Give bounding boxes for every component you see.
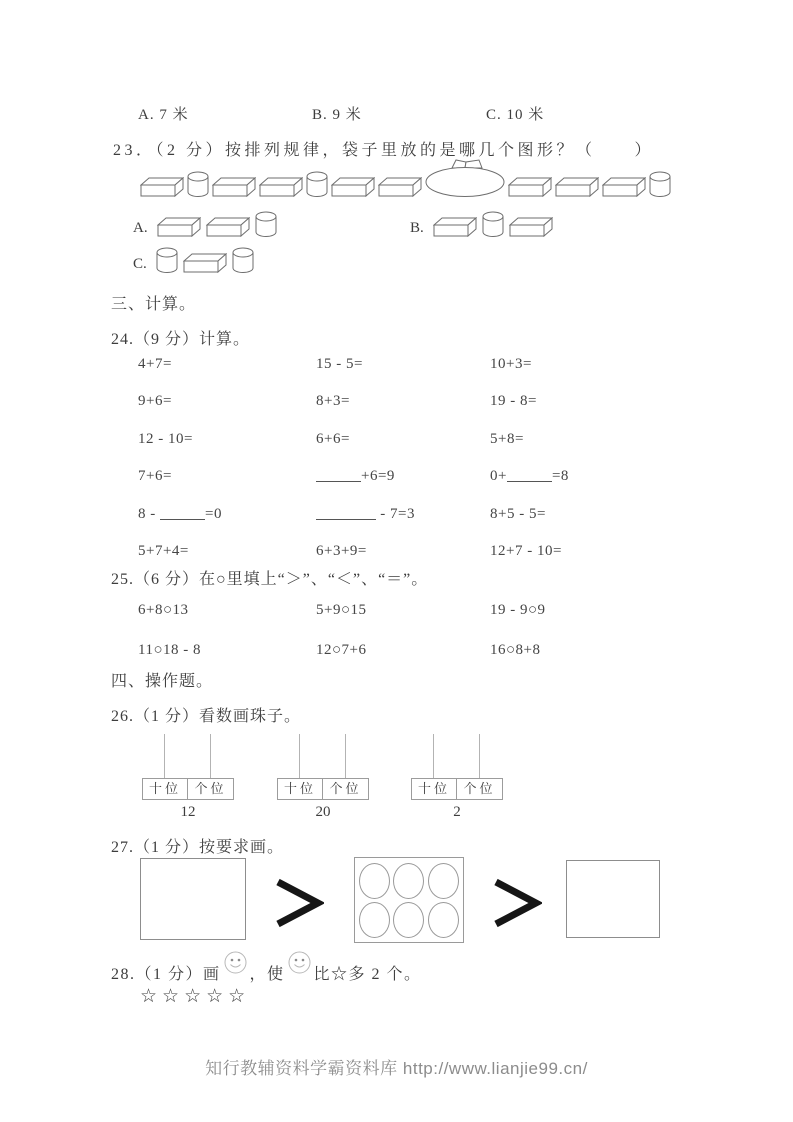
expression: 5+7+4= [138,543,189,559]
place-value-table [142,778,234,800]
question-23-title: 23．（2 分）按排列规律，袋子里放的是哪几个图形？（ ） [113,142,655,159]
cuboid-shape [602,177,646,197]
bag-shape [425,159,505,197]
circle-outline [393,902,424,938]
cuboid-shape [555,177,599,197]
expression: - 7=3 [316,506,415,523]
option-b-shapes [433,211,553,237]
place-value-diagram [411,734,503,820]
q25-expression-grid [138,602,698,672]
answer-option-c: C. 10 米 [486,107,545,123]
circle-outline [428,863,459,899]
place-value-diagram [142,734,234,820]
expression: 11○18 - 8 [138,642,201,658]
expression: 8 - =0 [138,506,222,522]
cylinder-shape [187,171,209,197]
answer-blank[interactable] [316,468,361,482]
shape-sequence [140,159,671,197]
question-25-header: 25.（6 分）在○里填上“＞”、“＜”、“＝”。 [111,571,429,588]
abacus-rod [210,734,211,778]
expression: 10+3= [490,356,532,372]
expression: 8+3= [316,393,350,409]
option-row-c [133,247,254,273]
cylinder-shape [232,247,254,273]
expression: 16○8+8 [490,642,541,658]
place-value-table [411,778,503,800]
abacus-rod [433,734,434,778]
cuboid-shape [206,217,250,237]
expression: 0+ =8 [490,468,569,484]
question-27-header: 27.（1 分）按要求画。 [111,839,285,856]
expression: 12+7 - 10= [490,543,562,559]
cylinder-shape [156,247,178,273]
question-28-line [111,951,422,984]
option-row-b [410,211,553,237]
cuboid-shape [183,253,227,273]
expression: 12○7+6 [316,642,367,658]
ones-label: 个位 [323,778,369,800]
expression: 19 - 9○9 [490,602,546,618]
q24-expression-grid [138,356,698,559]
cuboid-shape [157,217,201,237]
expression: +6=9 [316,468,395,485]
option-c-label: C. [133,256,147,272]
question-24-header: 24.（9 分）计算。 [111,331,251,348]
answer-blank[interactable] [160,506,205,520]
section-heading-calculation: 三、计算。 [111,296,197,313]
circle-outline [393,863,424,899]
expression: 6+8○13 [138,602,189,618]
expression: 12 - 10= [138,431,193,447]
expression: 6+6= [316,431,350,447]
expression: 5+8= [490,431,524,447]
circle-outline [359,902,390,938]
expression: 15 - 5= [316,356,363,372]
cuboid-shape [259,177,303,197]
expression: 9+6= [138,393,172,409]
tens-label: 十位 [142,778,188,800]
q28-middle: ，使 [249,966,285,983]
abacus-rod [164,734,165,778]
cuboid-shape [508,177,552,197]
cuboid-shape [212,177,256,197]
greater-than-sign [272,876,324,930]
number-label: 2 [453,804,461,820]
answer-option-b: B. 9 米 [312,107,362,123]
smiley-face-icon [224,951,247,974]
footer-watermark-link[interactable]: 知行教辅资料学霸资料库 http://www.lianjie99.cn/ [205,1059,588,1078]
expression: 7+6= [138,468,172,484]
place-value-table [277,778,369,800]
cuboid-shape [509,217,553,237]
option-row-a [133,211,277,237]
question-26-header: 26.（1 分）看数画珠子。 [111,708,302,725]
option-c-shapes [156,247,254,273]
cylinder-shape [649,171,671,197]
cuboid-shape [433,217,477,237]
ones-label: 个位 [188,778,234,800]
star-row: ☆☆☆☆☆ [140,986,251,1007]
abacus-rod [299,734,300,778]
expression: 6+3+9= [316,543,367,559]
empty-draw-box-left[interactable] [140,858,246,940]
cylinder-shape [255,211,277,237]
answer-blank[interactable] [316,506,376,520]
option-a-label: A. [133,220,148,236]
number-label: 12 [180,804,196,820]
circle-outline [359,863,390,899]
circles-box [354,857,464,943]
greater-than-sign [490,876,542,930]
q28-prefix: 28.（1 分）画 [111,966,221,983]
expression: 4+7= [138,356,172,372]
answer-blank[interactable] [507,468,552,482]
abacus-rod [479,734,480,778]
section-heading-operations: 四、操作题。 [111,673,214,690]
empty-draw-box-right[interactable] [566,860,660,938]
expression: 19 - 8= [490,393,537,409]
cuboid-shape [378,177,422,197]
place-value-diagrams [0,734,793,820]
expression: 8+5 - 5= [490,506,546,522]
place-value-diagram [277,734,369,820]
cuboid-shape [331,177,375,197]
option-a-shapes [157,211,277,237]
cuboid-shape [140,177,184,197]
ones-label: 个位 [457,778,503,800]
expression: 5+9○15 [316,602,367,618]
tens-label: 十位 [277,778,323,800]
circle-outline [428,902,459,938]
option-b-label: B. [410,220,424,236]
cylinder-shape [482,211,504,237]
tens-label: 十位 [411,778,457,800]
q28-suffix: 比☆多 2 个。 [313,966,422,983]
smiley-face-icon [288,951,311,974]
abacus-rod [345,734,346,778]
number-label: 20 [315,804,331,820]
answer-option-a: A. 7 米 [138,107,189,123]
cylinder-shape [306,171,328,197]
